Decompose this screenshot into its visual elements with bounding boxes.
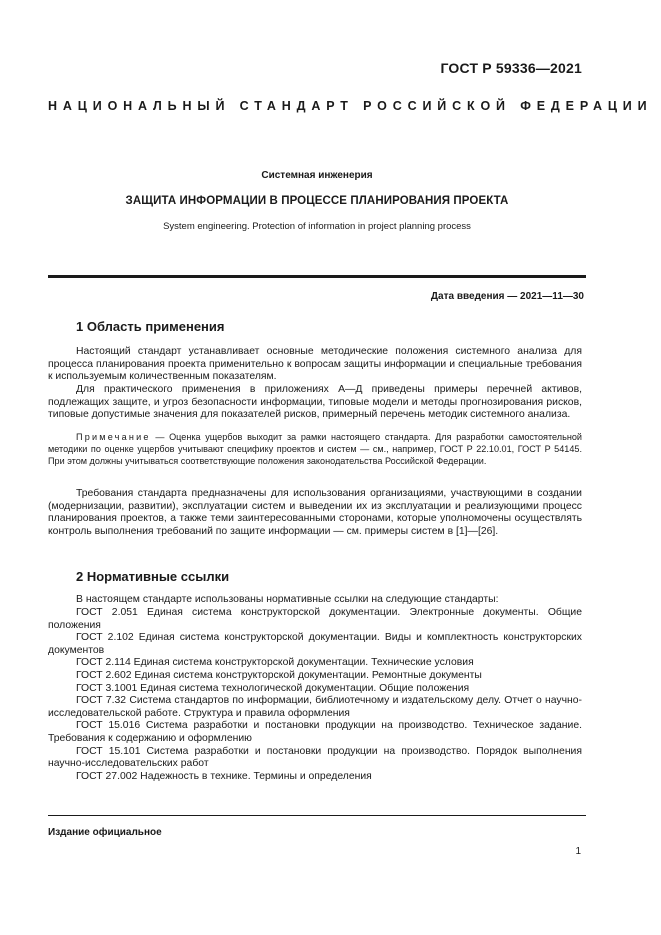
section-1-paragraph-2: Для практического применения в приложениях А—Д приведены примеры перечней активов, подлежащих защите, и угроз безопасности информации, типовые модели и методы прогнозирования рисков, типовые допустимые значения для показателей рисков, примерный перечень методик системного анализа. [48,384,582,421]
subtitle-ru: Системная инженерия [261,170,373,181]
note-text: — Оценка ущербов выходит за рамки настоящего стандарта. Для разработки самостоятельной методики по оценке ущербов учитывают специфику проектов и систем — см., например, ГОСТ Р 22.10.01, ГОСТ Р 54145. При этом должны учитываться соответствующие положения законодательства Российской Федерации. [48,432,582,466]
official-edition-label: Издание официальное [48,827,162,838]
note-label: Примечание [76,432,151,442]
section-1-heading: 1 Область применения [76,319,225,334]
section-1-paragraph-3: Требования стандарта предназначены для использования организациями, участвующими в создании (модернизации, развитии), эксплуатации систем и выведении их из эксплуатации и реализующими процесс планирования проектов, а также теми заинтересованными сторонами, которые уполномочены осуществлять контроль выполнения требований по защите информации — см. примеры систем в [1]—[26]. [48,488,582,537]
title-divider [48,275,586,278]
footer-divider [48,815,586,816]
title-en: System engineering. Protection of information in project planning process [163,221,471,232]
reference-item: ГОСТ 2.102 Единая система конструкторской документации. Виды и комплектность конструкторских документов [48,632,582,656]
gost-code: ГОСТ Р 59336—2021 [440,60,582,76]
reference-item: ГОСТ 15.101 Система разработки и постановки продукции на производство. Порядок выполнения научно-исследовательских работ [48,745,582,770]
reference-item: ГОСТ 2.602 Единая система конструкторской документации. Ремонтные документы [76,669,482,681]
section-1-note [48,432,582,467]
section-2-heading: 2 Нормативные ссылки [76,569,230,584]
page-number: 1 [575,846,581,857]
reference-item: ГОСТ 3.1001 Единая система технологической документации. Общие положения [76,682,470,694]
introduction-date: Дата введения — 2021—11—30 [430,291,584,302]
national-standard-banner: НАЦИОНАЛЬНЫЙ СТАНДАРТ РОССИЙСКОЙ ФЕДЕРАЦИИ [48,99,653,113]
normative-references-list [48,607,582,783]
section-2-intro: В настоящем стандарте использованы нормативные ссылки на следующие стандарты: [76,594,499,605]
reference-item: ГОСТ 7.32 Система стандартов по информации, библиотечному и издательскому делу. Отчет о научно-исследовательской работе. Структура и правила оформления [48,695,582,719]
reference-item: ГОСТ 2.114 Единая система конструкторской документации. Технические условия [76,657,474,669]
title-ru: ЗАЩИТА ИНФОРМАЦИИ В ПРОЦЕССЕ ПЛАНИРОВАНИЯ ПРОЕКТА [125,195,509,207]
section-1-paragraph-1: Настоящий стандарт устанавливает основные методические положения системного анализа для процесса планирования проекта применительно к вопросам защиты информации и специальные требования к используемым количественным показателям. [48,346,582,383]
reference-item: ГОСТ 2.051 Единая система конструкторской документации. Электронные документы. Общие положения [48,607,582,631]
reference-item: ГОСТ 27.002 Надежность в технике. Термины и определения [76,770,372,782]
reference-item: ГОСТ 15.016 Система разработки и постановки продукции на производство. Техническое задание. Требования к содержанию и оформлению [48,720,582,744]
